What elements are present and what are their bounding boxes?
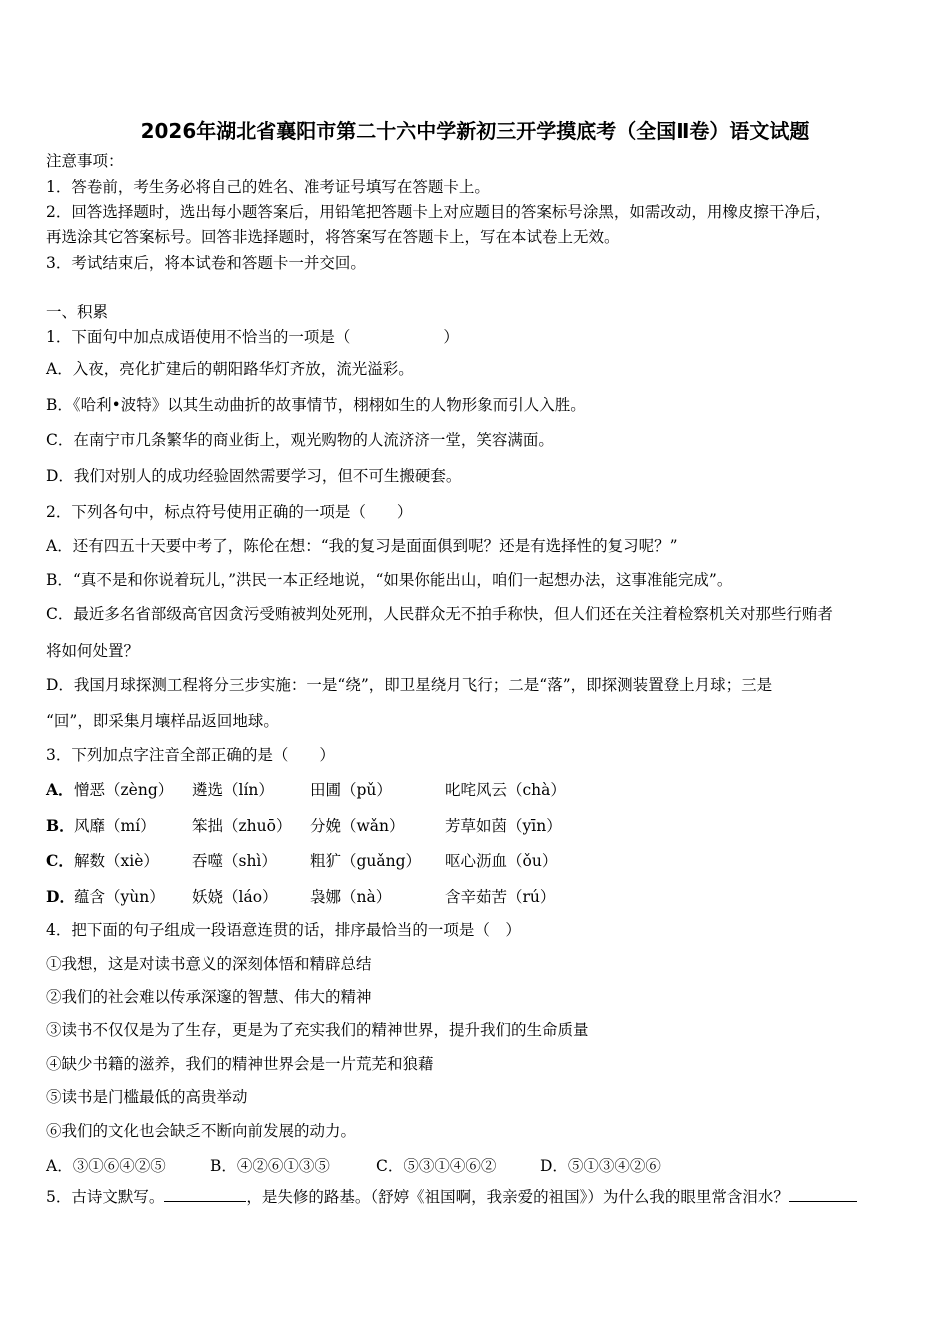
- q3-option-label: A．: [46, 780, 74, 799]
- q3-pinyin-item: 风靡（mí）: [74, 817, 156, 835]
- q2-line: D．我国月球探测工程将分三步实施：一是“绕”，即卫星绕月飞行；二是“落”，即探测装置登上月球；三是: [46, 676, 773, 694]
- section-heading: 一、积累: [46, 303, 109, 321]
- q3-pinyin-item: 分娩（wǎn）: [310, 817, 405, 835]
- q5-text: ，是失修的路基。（舒婷《祖国啊，我亲爱的祖国》）为什么我的眼里常含泪水？: [246, 1188, 789, 1206]
- notice-item: 3．考试结束后，将本试卷和答题卡一并交回。: [46, 254, 366, 272]
- q4-sentence: ⑤读书是门槛最低的高贵举动: [46, 1088, 248, 1106]
- q3-pinyin-item: 粗犷（guǎng）: [310, 852, 422, 870]
- q3-pinyin-item: 田圃（pǔ）: [310, 781, 392, 799]
- q4-sentence: ②我们的社会难以传承深邃的智慧、伟大的精神: [46, 988, 372, 1006]
- q4-sentence: ③读书不仅仅是为了生存，更是为了充实我们的精神世界，提升我们的生命质量: [46, 1021, 589, 1039]
- q2-line: C．最近多名省部级高官因贪污受贿被判处死刑，人民群众无不拍手称快，但人们还在关注着检察机关对那些行贿者: [46, 605, 833, 623]
- q1-option: D．我们对别人的成功经验固然需要学习，但不可生搬硬套。: [46, 467, 462, 485]
- q3-pinyin-item: 遴选（lín）: [192, 781, 274, 799]
- q3-pinyin-item: 吞噬（shì）: [192, 852, 277, 870]
- q2-line: A．还有四五十天要中考了，陈伦在想：“我的复习是面面俱到呢？还是有选择性的复习呢？”: [46, 537, 678, 555]
- q4-sentence: ④缺少书籍的滋养，我们的精神世界会是一片荒芜和狼藉: [46, 1055, 434, 1073]
- notice-item: 1．答卷前，考生务必将自己的姓名、准考证号填写在答题卡上。: [46, 178, 490, 196]
- q3-pinyin-item: 妖娆（láo）: [192, 888, 278, 906]
- q4-option-a: A．③①⑥④②⑤: [46, 1157, 166, 1175]
- q3-pinyin-item: 芳草如茵（yīn）: [445, 817, 562, 835]
- notice-item: 2．回答选择题时，选出每小题答案后，用铅笔把答题卡上对应题目的答案标号涂黑，如需改动，用橡皮擦干净后，: [46, 203, 831, 221]
- q4-sentence: ①我想，这是对读书意义的深刻体悟和精辟总结: [46, 955, 372, 973]
- q2-line: 将如何处置？: [46, 642, 140, 660]
- q3-option-label: B．: [46, 816, 75, 835]
- q5-prefix: 5．古诗文默写。: [46, 1188, 165, 1206]
- q3-pinyin-item: 解数（xiè）: [74, 852, 159, 870]
- answer-blank[interactable]: [789, 1187, 857, 1202]
- q3-pinyin-item: 蕴含（yùn）: [74, 888, 165, 906]
- q4-option-b: B．④②⑥①③⑤: [210, 1157, 330, 1175]
- q5-stem: [46, 1187, 857, 1207]
- q1-option: B．《哈利•波特》以其生动曲折的故事情节，栩栩如生的人物形象而引人入胜。: [46, 396, 586, 414]
- q3-pinyin-item: 呕心沥血（ǒu）: [445, 852, 558, 870]
- q1-stem: 1．下面句中加点成语使用不恰当的一项是（ ）: [46, 328, 459, 346]
- q3-pinyin-item: 憎恶（zèng）: [74, 781, 174, 799]
- page-title: 2026年湖北省襄阳市第二十六中学新初三开学摸底考（全国Ⅱ卷）语文试题: [140, 119, 810, 143]
- q3-option-label: D．: [46, 887, 75, 906]
- notice-item: 再选涂其它答案标号。回答非选择题时，将答案写在答题卡上，写在本试卷上无效。: [46, 228, 620, 246]
- q4-option-d: D．⑤①③④②⑥: [540, 1157, 661, 1175]
- q3-option-label: C．: [46, 851, 74, 870]
- q3-pinyin-item: 袅娜（nà）: [310, 888, 392, 906]
- q3-pinyin-item: 含辛茹苦（rú）: [445, 888, 556, 906]
- q2-stem: 2．下列各句中，标点符号使用正确的一项是（ ）: [46, 503, 413, 521]
- q3-pinyin-item: 笨拙（zhuō）: [192, 817, 292, 835]
- q4-sentence: ⑥我们的文化也会缺乏不断向前发展的动力。: [46, 1122, 357, 1140]
- q2-line: B．“真不是和你说着玩儿，”洪民一本正经地说，“如果你能出山，咱们一起想办法，这事准能完成”。: [46, 571, 733, 589]
- q1-option: C．在南宁市几条繁华的商业街上，观光购物的人流济济一堂，笑容满面。: [46, 431, 554, 449]
- q3-pinyin-item: 叱咤风云（chà）: [445, 781, 566, 799]
- q4-stem: 4．把下面的句子组成一段语意连贯的话，排序最恰当的一项是（ ）: [46, 921, 521, 939]
- q4-option-c: C．⑤③①④⑥②: [376, 1157, 497, 1175]
- q3-stem: 3．下列加点字注音全部正确的是（ ）: [46, 746, 335, 764]
- notice-heading: 注意事项：: [46, 152, 124, 170]
- q1-option: A．入夜，亮化扩建后的朝阳路华灯齐放，流光溢彩。: [46, 360, 414, 378]
- answer-blank[interactable]: [164, 1187, 246, 1202]
- q2-line: “回”，即采集月壤样品返回地球。: [46, 712, 279, 730]
